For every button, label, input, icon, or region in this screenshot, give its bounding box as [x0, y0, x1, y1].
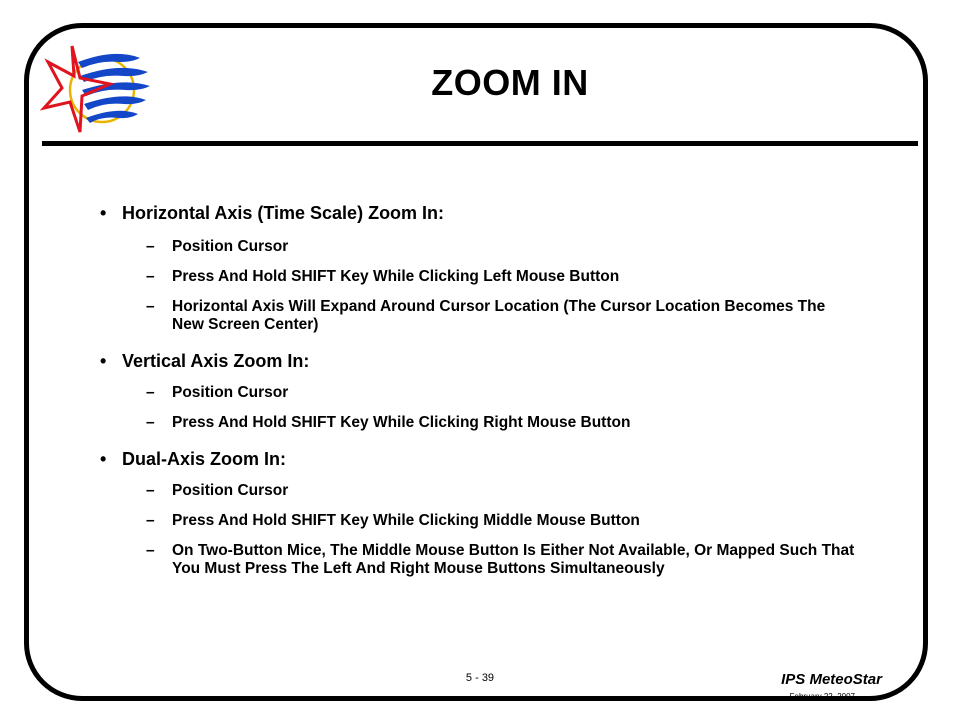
section-heading-text: Dual-Axis Zoom In: — [122, 449, 287, 469]
section-heading — [98, 350, 858, 372]
dash-icon: – — [146, 542, 155, 559]
list-item — [146, 482, 858, 500]
page-title: ZOOM IN — [431, 62, 589, 103]
list-item — [146, 512, 858, 530]
list-item — [146, 542, 858, 578]
dash-icon: – — [146, 414, 155, 431]
dash-icon: – — [146, 512, 155, 529]
list-item-text: Position Cursor — [172, 482, 289, 499]
section-heading — [98, 202, 858, 224]
title-divider — [42, 141, 918, 146]
list-item-text: Horizontal Axis Will Expand Around Cursor Location (The Cursor Location Becomes The New Screen Center) — [172, 298, 826, 333]
bullet-icon: • — [100, 203, 107, 223]
list-item — [146, 384, 858, 402]
list-item-text: Press And Hold SHIFT Key While Clicking Right Mouse Button — [172, 414, 631, 431]
dash-icon: – — [146, 482, 155, 499]
bullet-icon: • — [100, 351, 107, 371]
section-heading-text: Vertical Axis Zoom In: — [122, 351, 310, 371]
brand-name: IPS MeteoStar — [781, 671, 882, 688]
dash-icon: – — [146, 268, 155, 285]
list-item — [146, 238, 858, 256]
list-item — [146, 298, 858, 334]
bullet-icon: • — [100, 449, 107, 469]
page-number: 5 - 39 — [465, 672, 495, 684]
section-vertical-zoom — [98, 350, 858, 432]
list-item-text: Position Cursor — [172, 384, 289, 401]
list-item — [146, 414, 858, 432]
sub-list — [98, 482, 858, 578]
sub-list — [98, 384, 858, 432]
content — [98, 202, 858, 594]
dash-icon: – — [146, 298, 155, 315]
slide-date: February 22, 2007 — [789, 692, 855, 701]
section-heading-text: Horizontal Axis (Time Scale) Zoom In: — [122, 203, 445, 223]
section-horizontal-zoom — [98, 202, 858, 334]
dash-icon: – — [146, 238, 155, 255]
list-item — [146, 268, 858, 286]
list-item-text: Position Cursor — [172, 238, 289, 255]
section-heading — [98, 448, 858, 470]
list-item-text: Press And Hold SHIFT Key While Clicking Middle Mouse Button — [172, 512, 640, 529]
list-item-text: On Two-Button Mice, The Middle Mouse Button Is Either Not Available, Or Mapped Such That You Must Press The Left And Right Mouse Buttons Simultaneously — [172, 542, 855, 577]
dash-icon: – — [146, 384, 155, 401]
section-dual-axis-zoom — [98, 448, 858, 578]
list-item-text: Press And Hold SHIFT Key While Clicking Left Mouse Button — [172, 268, 620, 285]
sub-list — [98, 238, 858, 334]
